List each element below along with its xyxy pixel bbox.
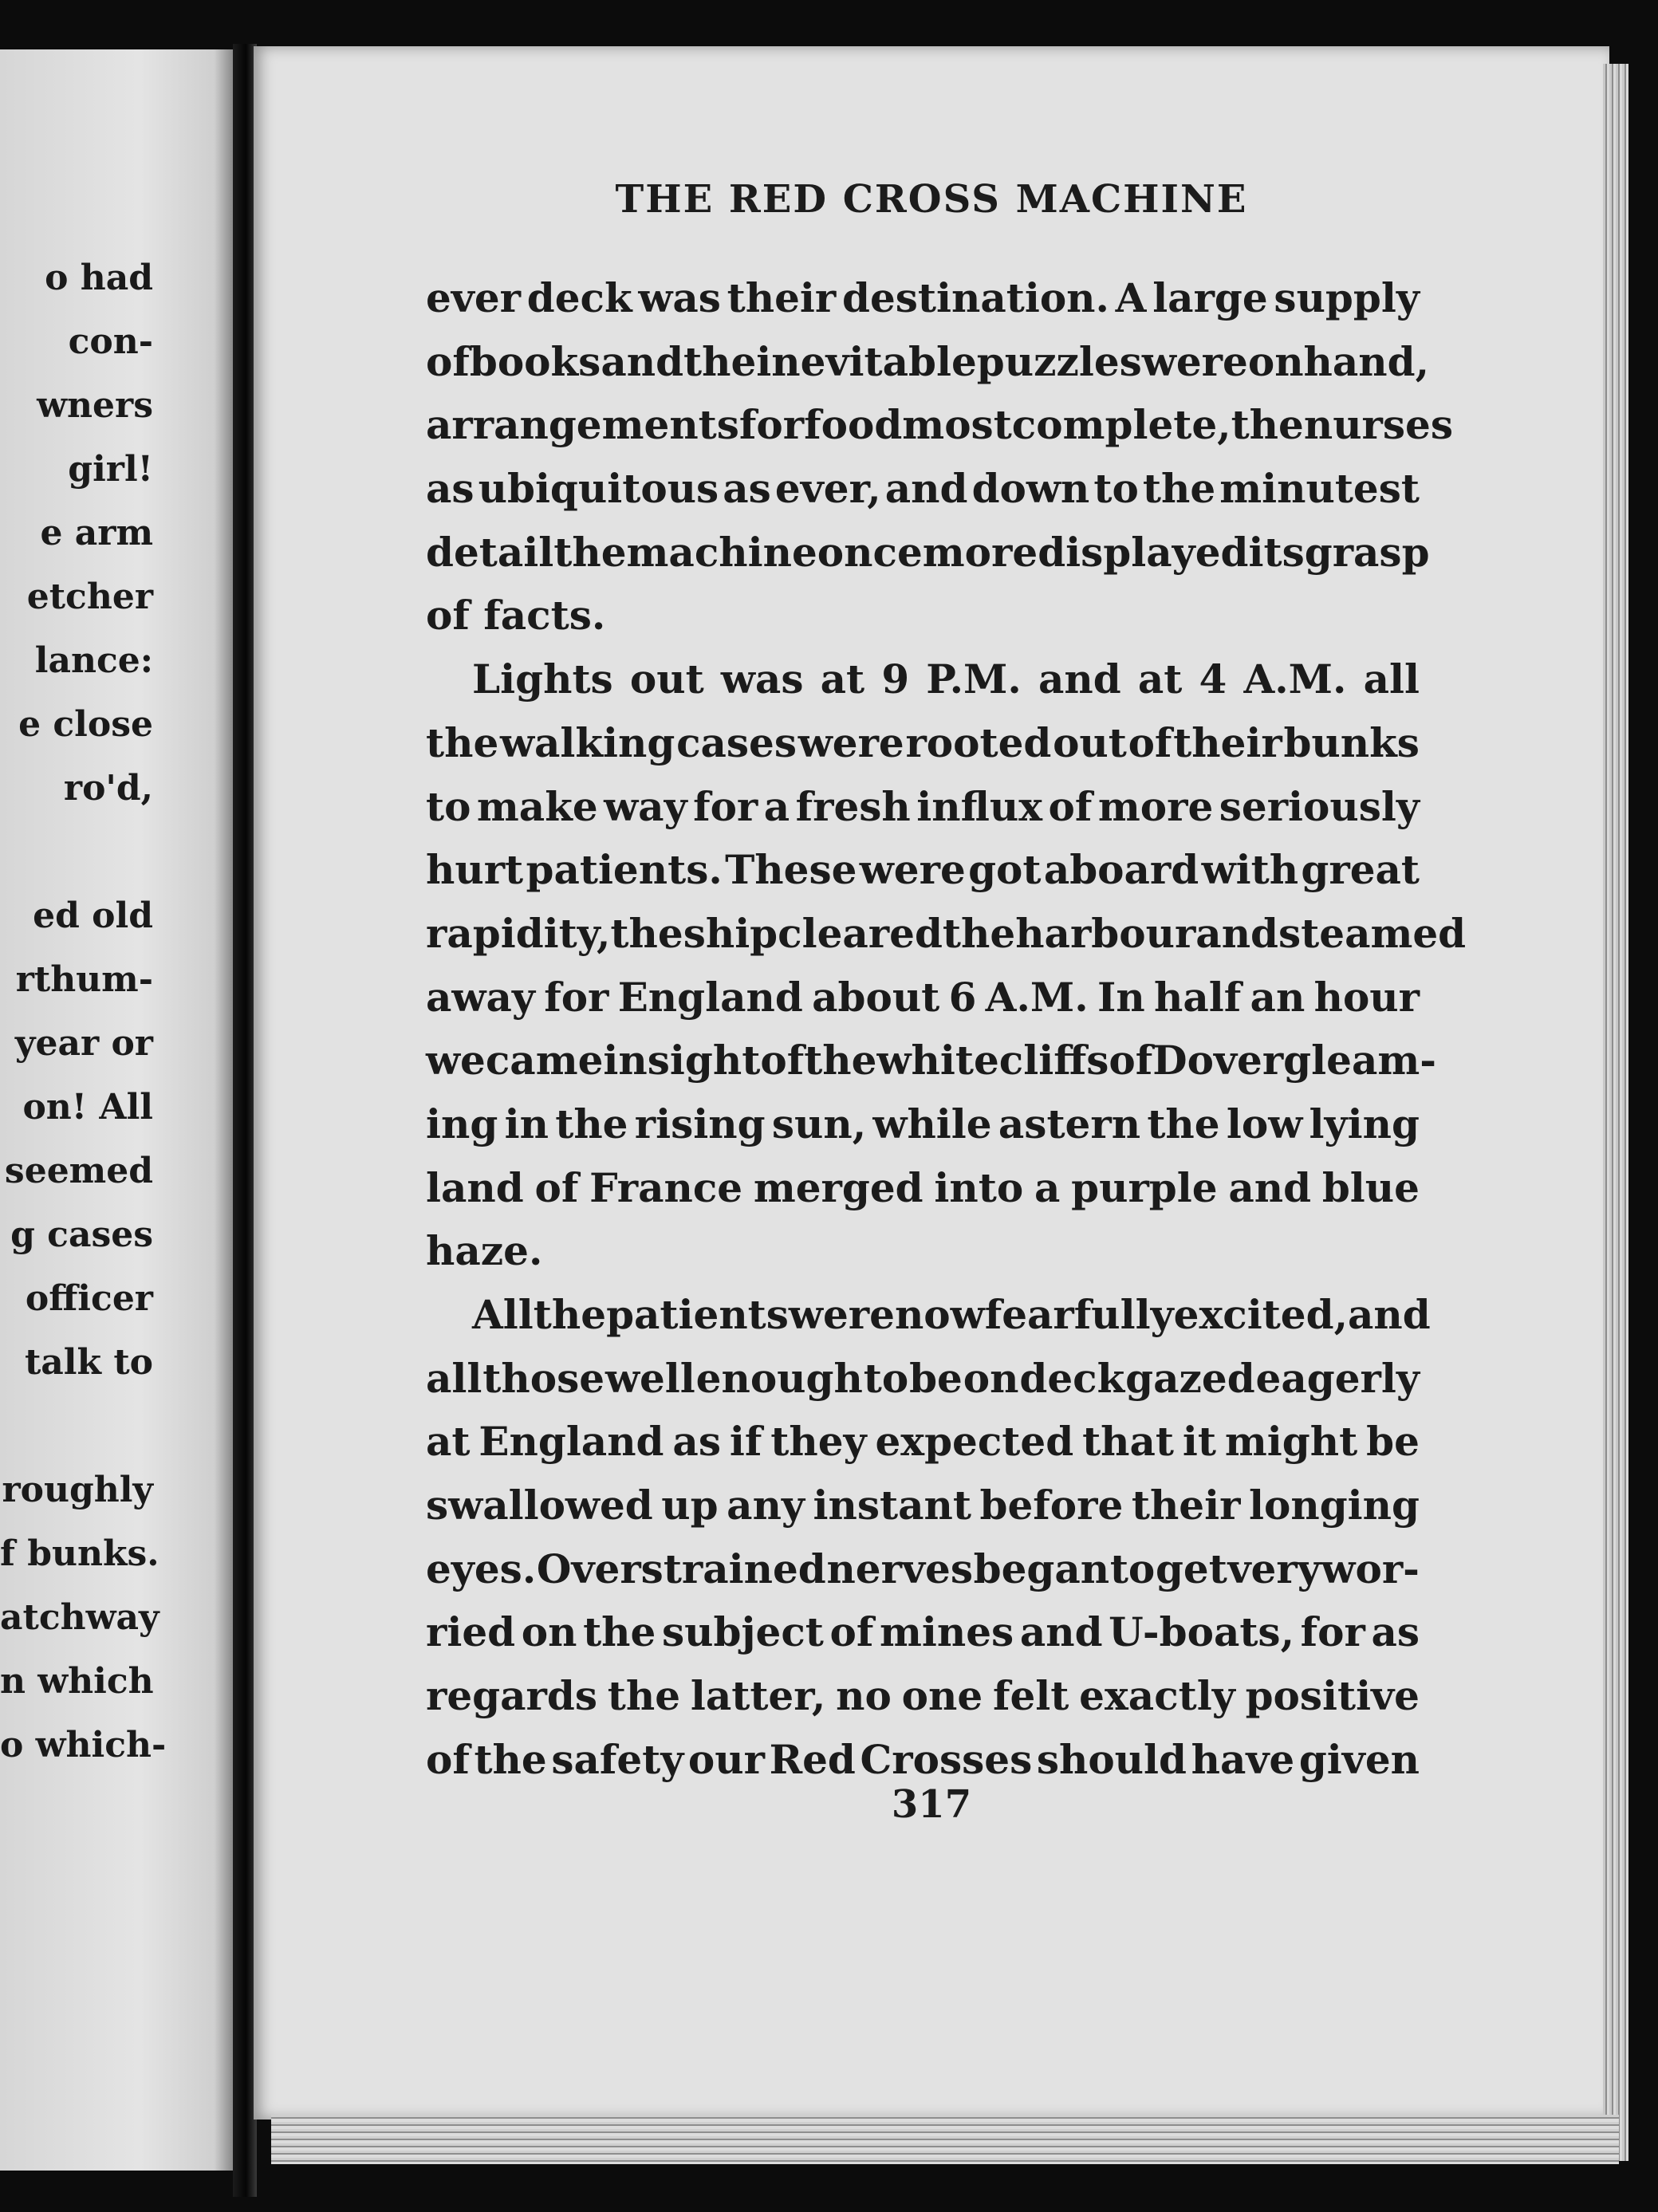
text-line-content: ing in the rising sun, while astern the low lying	[426, 1100, 1420, 1147]
left-page-line: year or	[14, 1023, 153, 1064]
text-line	[426, 266, 1420, 330]
text-line	[426, 1474, 1420, 1537]
bottom-page-edges	[271, 2115, 1619, 2164]
text-line	[426, 330, 1430, 394]
left-page	[0, 49, 233, 2171]
left-page-line: lance:	[34, 640, 153, 681]
left-page-line: seemed	[4, 1151, 153, 1191]
text-line	[426, 775, 1420, 839]
left-page-line: ro'd,	[63, 768, 153, 809]
text-line	[426, 1410, 1420, 1474]
left-page-line: e close	[18, 704, 153, 745]
left-page-line: talk to	[24, 1342, 153, 1383]
text-line-content: rapidity, the ship cleared the harbour and steamed	[426, 909, 1467, 957]
text-line	[426, 1664, 1420, 1728]
text-line	[426, 1219, 1420, 1283]
text-line-content: of the safety our Red Crosses should have given	[426, 1735, 1420, 1783]
text-line	[426, 1537, 1420, 1601]
left-page-line: ed old	[33, 895, 153, 936]
text-line-content: ried on the subject of mines and U-boats, for as	[426, 1608, 1420, 1656]
text-line-content: away for England about 6 A.M. In half an hour	[426, 973, 1420, 1021]
text-line	[426, 711, 1420, 775]
text-line-content: at England as if they expected that it might be	[426, 1418, 1420, 1466]
text-line-content: swallowed up any instant before their longing	[426, 1482, 1420, 1529]
text-line	[426, 584, 1420, 647]
text-line-content: we came in sight of the white cliffs of Dover gleam-	[426, 1037, 1436, 1084]
text-line-content: of books and the inevitable puzzles were on hand,	[426, 337, 1430, 385]
text-line-content: land of France merged into a purple and blue	[426, 1163, 1420, 1211]
text-line	[426, 1029, 1436, 1092]
text-line	[426, 838, 1420, 902]
page-edges	[1603, 64, 1628, 2161]
text-line-content: the walking cases were rooted out of their bunks	[426, 718, 1420, 766]
left-page-line: con-	[68, 321, 153, 362]
text-line	[426, 521, 1430, 584]
left-page-line: roughly	[2, 1470, 153, 1510]
left-page-line: etcher	[26, 577, 153, 617]
left-page-line: officer	[25, 1278, 153, 1319]
left-page-line: rthum-	[15, 959, 153, 1000]
left-page-line: o which-	[0, 1725, 167, 1765]
left-page-line: n which	[0, 1661, 154, 1702]
text-line	[426, 966, 1420, 1029]
text-line-content: detail the machine once more displayed its grasp	[426, 528, 1430, 576]
left-page-line: girl!	[68, 449, 153, 490]
text-line-content: hurt patients. These were got aboard with great	[426, 846, 1420, 894]
body-text	[426, 266, 1467, 1792]
left-page-line: atchway	[0, 1597, 159, 1638]
left-page-line: g cases	[10, 1214, 153, 1255]
running-head: THE RED CROSS MACHINE	[615, 177, 1248, 222]
text-line	[426, 647, 1420, 711]
text-line-content: All the patients were now fearfully excited, and	[472, 1291, 1431, 1338]
text-line-content: eyes. Overstrained nerves began to get very wor-	[426, 1545, 1420, 1592]
text-line	[426, 393, 1454, 457]
text-line-content: arrangements for food most complete, the nurses	[426, 401, 1454, 449]
left-page-line: o had	[45, 258, 153, 298]
left-page-line: wners	[37, 385, 153, 426]
text-line-content: regards the latter, no one felt exactly positive	[426, 1672, 1420, 1720]
text-line	[426, 902, 1467, 966]
text-line-content: haze.	[426, 1227, 543, 1275]
text-line	[426, 457, 1420, 521]
text-line	[426, 1283, 1431, 1347]
text-line	[426, 1092, 1420, 1156]
text-line-content: ever deck was their destination. A large supply	[426, 274, 1420, 321]
text-line-content: all those well enough to be on deck gazed eagerly	[426, 1354, 1420, 1402]
text-line-content: Lights out was at 9 P.M. and at 4 A.M. all	[472, 655, 1420, 703]
left-page-line: on! All	[22, 1087, 153, 1128]
text-line-content: of facts.	[426, 592, 606, 640]
left-page-line: e arm	[40, 513, 153, 553]
text-line	[426, 1156, 1420, 1220]
page-number: 317	[891, 1782, 972, 1827]
text-line	[426, 1600, 1420, 1664]
left-page-line: f bunks.	[0, 1533, 159, 1574]
text-line-content: to make way for a fresh influx of more seriously	[426, 782, 1420, 830]
text-line-content: as ubiquitous as ever, and down to the minutest	[426, 465, 1420, 513]
text-line	[426, 1347, 1420, 1411]
